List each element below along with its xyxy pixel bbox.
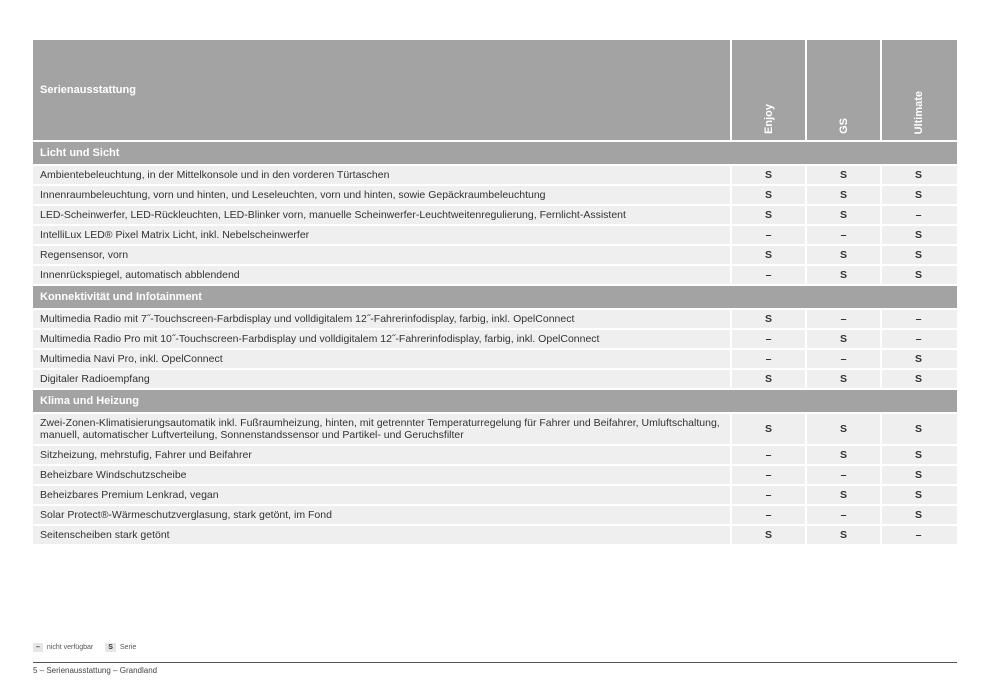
page-footer: 5 – Serienausstattung – Grandland (33, 666, 158, 675)
table-row (33, 526, 957, 544)
feature-label: Innenraumbeleuchtung, vorn und hinten, und Leseleuchten, vorn und hinten, sowie Gepäckraumbeleuchtung (40, 189, 546, 201)
value-cell-ultimate: S (880, 266, 955, 284)
feature-label: Regensensor, vorn (40, 249, 129, 261)
feature-label: Zwei-Zonen-Klimatisierungsautomatik inkl. Fußraumheizung, hinten, mit getrennter Temperaturregelung für Fahrer und Beifahrer, Umluftschaltung, manuell, automatischer Luftverteilung, Sonnenstandssensor und Partikel- und Geruchsfilter (40, 417, 720, 441)
value-cell-enjoy: – (730, 506, 805, 524)
feature-label: Multimedia Radio Pro mit 10˝-Touchscreen-Farbdisplay und volldigitalem 12˝-Fahrerinfodisplay, farbig, inkl. OpelConnect (40, 333, 600, 345)
value-cell-ultimate: – (880, 206, 955, 224)
value-cell-enjoy: S (730, 526, 805, 544)
table-row (33, 350, 957, 368)
table-row (33, 206, 957, 224)
feature-label: Beheizbares Premium Lenkrad, vegan (40, 489, 219, 501)
table-body (33, 142, 957, 544)
equipment-table (33, 40, 957, 544)
value-cell-ultimate: S (880, 246, 955, 264)
table-row (33, 310, 957, 328)
footer-divider (33, 662, 957, 663)
header-title: Serienausstattung (40, 84, 136, 96)
table-header (33, 40, 957, 140)
column-header-ultimate: Ultimate (880, 40, 955, 140)
value-cell-ultimate: S (880, 226, 955, 244)
feature-label: Digitaler Radioempfang (40, 373, 150, 385)
value-cell-enjoy: – (730, 446, 805, 464)
value-cell-gs: S (805, 446, 880, 464)
table-row (33, 266, 957, 284)
section-header (33, 390, 957, 412)
value-cell-gs: S (805, 186, 880, 204)
feature-label: Innenrückspiegel, automatisch abblendend (40, 269, 240, 281)
section-header (33, 286, 957, 308)
feature-label: Ambientebeleuchtung, in der Mittelkonsole und in den vorderen Türtaschen (40, 169, 390, 181)
table-row (33, 466, 957, 484)
value-cell-enjoy: S (730, 414, 805, 444)
value-cell-enjoy: – (730, 486, 805, 504)
value-cell-enjoy: – (730, 226, 805, 244)
value-cell-enjoy: S (730, 186, 805, 204)
value-cell-ultimate: S (880, 486, 955, 504)
value-cell-gs: S (805, 414, 880, 444)
value-cell-ultimate: S (880, 186, 955, 204)
table-row (33, 226, 957, 244)
value-cell-enjoy: – (730, 266, 805, 284)
value-cell-enjoy: – (730, 330, 805, 348)
section-title: Klima und Heizung (40, 395, 139, 407)
value-cell-gs: S (805, 370, 880, 388)
value-cell-ultimate: S (880, 466, 955, 484)
value-cell-ultimate: – (880, 310, 955, 328)
value-cell-ultimate: – (880, 330, 955, 348)
value-cell-enjoy: S (730, 166, 805, 184)
value-cell-enjoy: – (730, 350, 805, 368)
column-header-gs: GS (805, 40, 880, 140)
value-cell-ultimate: S (880, 446, 955, 464)
table-row (33, 414, 957, 444)
table-row (33, 446, 957, 464)
value-cell-enjoy: S (730, 310, 805, 328)
value-cell-gs: S (805, 246, 880, 264)
feature-label: Beheizbare Windschutzscheibe (40, 469, 187, 481)
feature-label: LED-Scheinwerfer, LED-Rückleuchten, LED-Blinker vorn, manuelle Scheinwerfer-Leuchtweitenregulierung, Fernlicht-Assistent (40, 209, 626, 221)
feature-label: Seitenscheiben stark getönt (40, 529, 170, 541)
legend-item-standard: S Serie (105, 643, 136, 652)
table-row (33, 506, 957, 524)
value-cell-gs: S (805, 330, 880, 348)
section-title: Licht und Sicht (40, 147, 120, 159)
value-cell-gs: – (805, 226, 880, 244)
value-cell-ultimate: S (880, 166, 955, 184)
value-cell-ultimate: S (880, 350, 955, 368)
value-cell-gs: S (805, 166, 880, 184)
value-cell-ultimate: S (880, 370, 955, 388)
value-cell-gs: S (805, 266, 880, 284)
section-title: Konnektivität und Infotainment (40, 291, 202, 303)
table-row (33, 186, 957, 204)
value-cell-gs: S (805, 526, 880, 544)
value-cell-gs: – (805, 350, 880, 368)
feature-label: Solar Protect®-Wärmeschutzverglasung, stark getönt, im Fond (40, 509, 332, 521)
feature-label: Multimedia Navi Pro, inkl. OpelConnect (40, 353, 223, 365)
table-row (33, 486, 957, 504)
table-row (33, 166, 957, 184)
value-cell-ultimate: S (880, 506, 955, 524)
value-cell-enjoy: S (730, 370, 805, 388)
feature-label: IntelliLux LED® Pixel Matrix Licht, inkl. Nebelscheinwerfer (40, 229, 310, 241)
value-cell-gs: S (805, 206, 880, 224)
value-cell-enjoy: – (730, 466, 805, 484)
table-row (33, 370, 957, 388)
value-cell-gs: S (805, 486, 880, 504)
value-cell-enjoy: S (730, 206, 805, 224)
feature-label: Multimedia Radio mit 7˝-Touchscreen-Farbdisplay und volldigitalem 12˝-Fahrerinfodisplay, farbig, inkl. OpelConnect (40, 313, 575, 325)
value-cell-ultimate: S (880, 414, 955, 444)
value-cell-gs: – (805, 310, 880, 328)
feature-label: Sitzheizung, mehrstufig, Fahrer und Beifahrer (40, 449, 252, 461)
legend (33, 643, 148, 652)
legend-item-not-available: – nicht verfügbar (33, 643, 93, 652)
value-cell-gs: – (805, 506, 880, 524)
column-header-enjoy: Enjoy (730, 40, 805, 140)
value-cell-enjoy: S (730, 246, 805, 264)
value-cell-gs: – (805, 466, 880, 484)
section-header (33, 142, 957, 164)
table-row (33, 246, 957, 264)
value-cell-ultimate: – (880, 526, 955, 544)
table-row (33, 330, 957, 348)
